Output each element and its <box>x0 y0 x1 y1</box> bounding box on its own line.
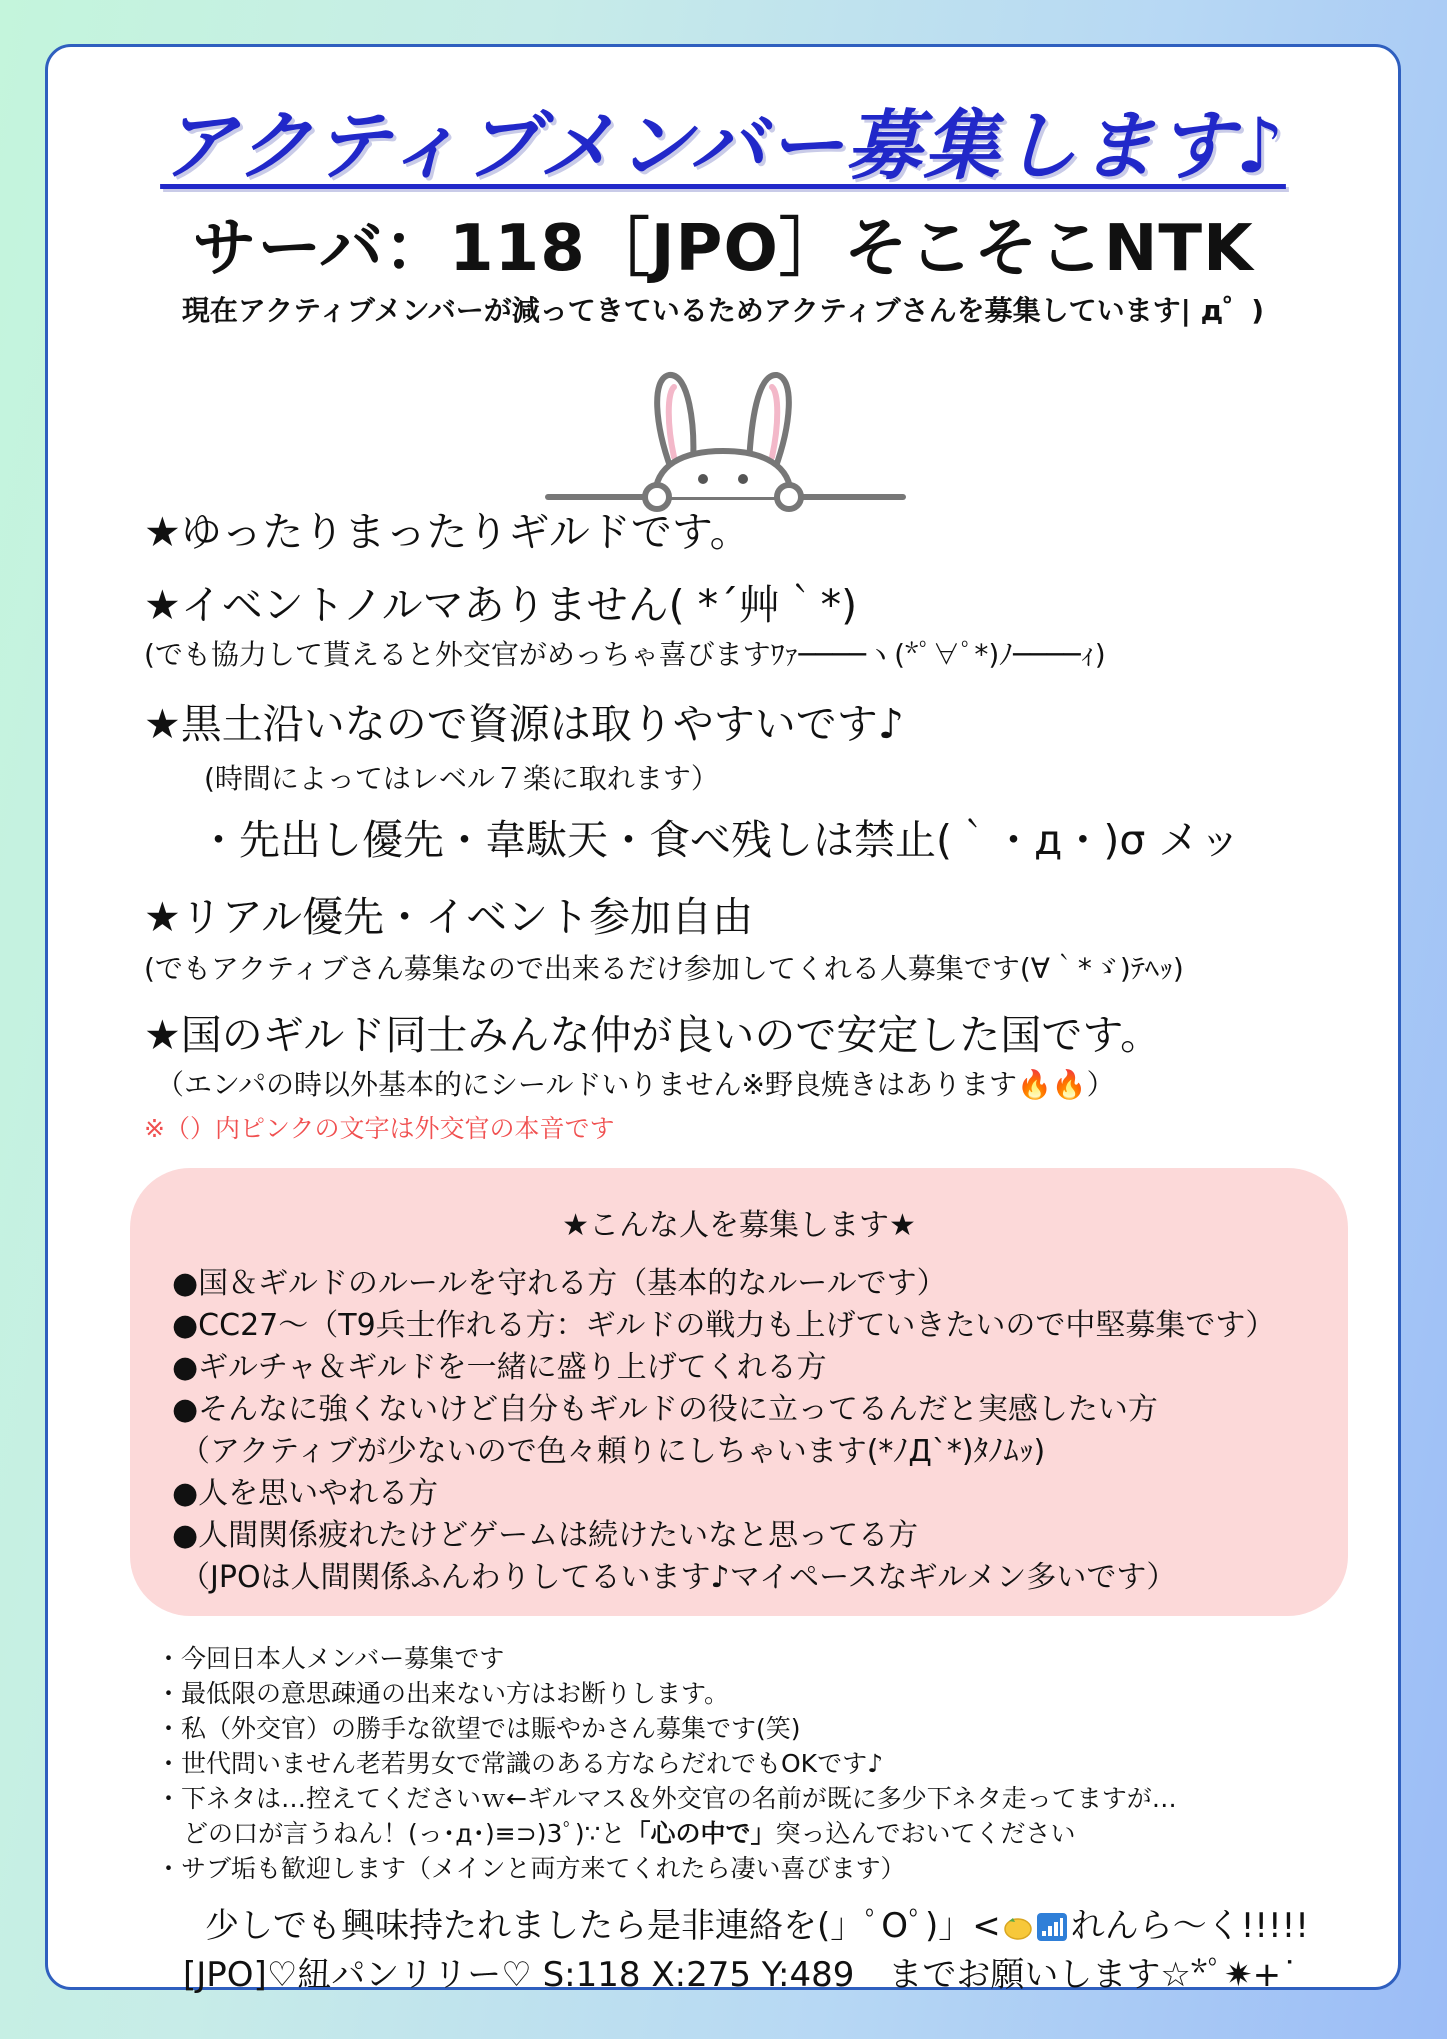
footer-text: れんら～く!!!!! <box>1070 1906 1309 1946</box>
flyer-card <box>45 44 1401 1995</box>
point-resources-rules: ・先出し優先・韋駄天・食べ残しは禁止(｀・д・)σ メッ <box>198 816 1241 864</box>
note-sub-accounts: ・サブ垢も歓迎します（メインと両方来てくれたら凄い喜びます） <box>156 1854 906 1883</box>
lemon-icon <box>1003 1910 1033 1936</box>
subtitle: 現在アクティブメンバーが減ってきているためアクティブさんを募集しています| д゜) <box>181 294 1265 327</box>
pink-text-note: ※（）内ピンクの文字は外交官の本音です <box>144 1114 615 1143</box>
recruit-item: ●ギルチャ＆ギルドを一緒に盛り上げてくれる方 <box>172 1350 827 1385</box>
page-title: アクティブメンバー募集します♪ <box>160 101 1286 190</box>
point-no-quota-note: (でも協力して貰えると外交官がめっちゃ喜びますﾜｧ────ヽ(*ﾟ∀ﾟ*)ﾉ────ｨ) <box>144 638 1106 671</box>
recruit-item: ●人間関係疲れたけどゲームは続けたいなと思ってる方 <box>172 1518 919 1553</box>
note-any-age: ・世代問いません老若男女で常識のある方ならだれでもOKです♪ <box>156 1749 884 1778</box>
point-resources-note: (時間によってはレベル７楽に取れます） <box>204 762 719 795</box>
note-diplomat-wish: ・私（外交官）の勝手な欲望では賑やかさん募集です(笑) <box>156 1714 801 1743</box>
footer-text: 少しでも興味持たれましたら是非連絡を(」ﾟOﾟ)」< <box>205 1906 1001 1946</box>
recruit-item-note: （アクティブが少ないので色々頼りにしちゃいます(*ﾉД`*)ﾀﾉﾑｯ) <box>180 1434 1046 1469</box>
note-japanese-members: ・今回日本人メンバー募集です <box>156 1644 505 1673</box>
point-relaxed: ★ゆったりまったりギルドです。 <box>144 508 751 556</box>
point-stable-country: ★国のギルド同士みんな仲が良いので安定した国です。 <box>144 1011 1162 1059</box>
recruit-item: ●国＆ギルドのルールを守れる方（基本的なルールです） <box>172 1266 947 1301</box>
recruit-box <box>130 1168 1348 1616</box>
recruit-item-note: （JPOは人間関係ふんわりしてるいます♪マイペースなギルメン多いです） <box>180 1560 1177 1595</box>
point-real-life: ★リアル優先・イベント参加自由 <box>144 893 754 941</box>
point-real-life-note: (でもアクティブさん募集なので出来るだけ参加してくれる人募集です(∀｀*ゞ)ﾃﾍｯ) <box>144 952 1184 985</box>
recruit-item: ●そんなに強くないけど自分もギルドの役に立ってるんだと実感したい方 <box>172 1392 1158 1427</box>
server-heading: サーバ：118［JPO］そこそこNTK <box>192 212 1254 286</box>
recruit-item: ●人を思いやれる方 <box>172 1476 439 1511</box>
point-no-quota: ★イベントノルマありません( *´艸｀*) <box>144 581 858 629</box>
bunny-icon <box>543 365 908 519</box>
footer-contact-name: [JPO]♡紐パンリリー♡ S:118 X:275 Y:489 までお願いします☆*ﾟ✷+˙ <box>183 1955 1299 1995</box>
note-communication: ・最低限の意思疎通の出来ない方はお断りします。 <box>156 1679 730 1708</box>
recruit-item: ●CC27～（T9兵士作れる方：ギルドの戦力も上げていきたいので中堅募集です） <box>172 1308 1276 1343</box>
signal-icon <box>1037 1910 1067 1938</box>
note-part: どの口が言うねん！(っ･д･)≡⊃)3ﾟ)∵と <box>183 1819 626 1848</box>
note-part: 突っ込んでおいてください <box>775 1819 1076 1848</box>
note-emphasis: 「心の中で」 <box>625 1819 776 1848</box>
note-dirty-jokes-cont <box>183 1814 1076 1850</box>
note-dirty-jokes: ・下ネタは…控えてくださいｗ←ギルマス＆外交官の名前が既に多少下ネタ走ってますが… <box>156 1784 1177 1813</box>
point-resources: ★黒土沿いなので資源は取りやすいです♪ <box>144 700 904 748</box>
footer-contact <box>205 1898 1309 1947</box>
recruit-heading: ★こんな人を募集します★ <box>562 1208 916 1243</box>
point-stable-country-note: （エンパの時以外基本的にシールドいりません※野良焼きはあります🔥🔥） <box>156 1068 1115 1101</box>
